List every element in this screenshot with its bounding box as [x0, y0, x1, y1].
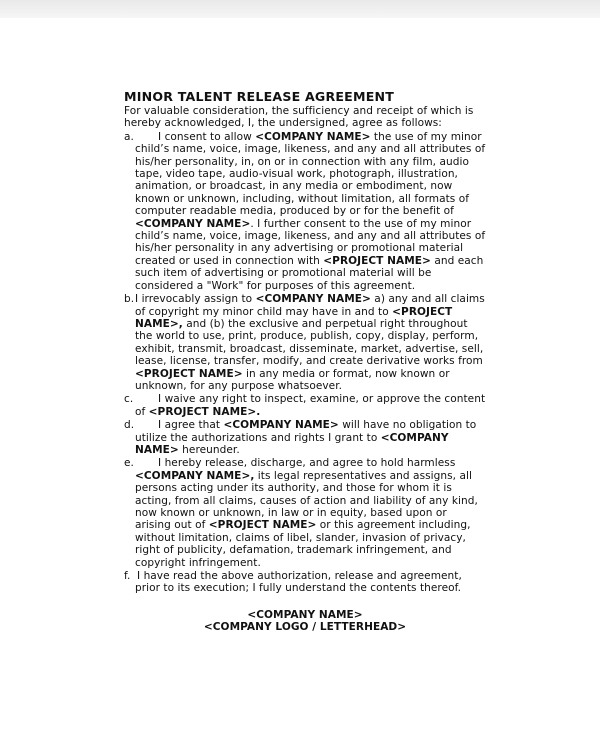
- clause-marker: a.: [124, 130, 134, 143]
- company-placeholder: <COMPANY: [380, 431, 449, 444]
- clause-body: [135, 131, 486, 292]
- clause-marker: c.: [124, 393, 134, 406]
- project-placeholder: <PROJECT NAME>.: [148, 405, 261, 418]
- clause-text: hereunder.: [178, 443, 240, 456]
- clause-text: and each such item of advertising or promotional material will be considered a "Work" for purposes of this agreement.: [135, 254, 484, 292]
- footer-company-name: <COMPANY NAME>: [247, 608, 363, 621]
- clause-text: I have read the above authorization, release and agreement, prior to its execution; I fully understand the contents thereof.: [135, 570, 462, 595]
- clause-text: and (b) the exclusive and perpetual right throughout the world to use, print, produce, publish, copy, display, perform, exhibit, transmit, broadcast, disseminate, market, advertise, sell, lease, license, transfer, modify, and create derivative works from: [135, 317, 484, 368]
- company-placeholder: <COMPANY NAME>: [255, 130, 371, 143]
- company-placeholder: <COMPANY NAME>,: [135, 469, 255, 482]
- clause-marker: f.: [124, 570, 131, 583]
- clause-body: [135, 393, 486, 418]
- clause-c: [124, 393, 486, 418]
- clause-text: I hereby release, discharge, and agree to hold harmless: [158, 457, 456, 470]
- clause-text: will have no obligation to utilize the authorizations and rights I grant to: [135, 419, 477, 444]
- clause-text: or this agreement including, without limitation, claims of libel, slander, invasion of privacy, right of publicity, defamation, trademark infringement, and copyright infringement.: [135, 519, 471, 569]
- project-placeholder: <PROJECT NAME>,: [135, 305, 453, 330]
- project-placeholder: <PROJECT NAME>: [323, 254, 431, 267]
- clause-d: [124, 419, 486, 456]
- clause-text: in any media or format, now known or unknown, for any purpose whatsoever.: [135, 367, 450, 392]
- signature-block: [124, 609, 486, 634]
- clause-a: [124, 131, 486, 292]
- company-placeholder: NAME>: [135, 443, 179, 456]
- intro-paragraph: For valuable consideration, the sufficiency and receipt of which is hereby acknowledged, I, the undersigned, agree as follows:: [124, 105, 474, 130]
- clause-marker: d.: [124, 419, 135, 432]
- clause-text: a) any and all claims of copyright my minor child may have in and to: [135, 293, 485, 318]
- clause-text: I waive any right to inspect, examine, or approve the content of: [135, 393, 486, 418]
- clause-marker: b.: [124, 293, 135, 306]
- project-placeholder: <PROJECT NAME>: [135, 367, 243, 380]
- document-title: MINOR TALENT RELEASE AGREEMENT: [124, 89, 395, 104]
- clause-body: [135, 419, 486, 456]
- clause-text: I agree that: [158, 419, 224, 432]
- clause-text: I consent to allow: [158, 130, 256, 143]
- clause-body: [135, 293, 486, 392]
- clause-text: its legal representatives and assigns, all persons acting under its authority, and those for whom it is acting, from all claims, causes of action and liability of any kind, now known or unknown, in law or in equity, based upon or arising out of: [135, 469, 478, 532]
- top-band: [0, 0, 600, 18]
- clause-e: [124, 457, 486, 569]
- clause-body: [135, 570, 486, 595]
- clause-text: the use of my minor child’s name, voice, image, likeness, and any and all attributes of his/her personality, in, on or in connection with any film, audio tape, video tape, audio-visual work, photograph, illustration, animation, or broadcast, in any media or embodiment, now known or unknown, including, without limitation, all formats of computer readable media, produced by or for the benefit of: [135, 130, 486, 218]
- clause-text: I irrevocably assign to: [135, 293, 256, 306]
- clause-body: [135, 457, 486, 569]
- clause-marker: e.: [124, 457, 134, 470]
- company-placeholder: <COMPANY NAME>: [135, 217, 251, 230]
- project-placeholder: <PROJECT NAME>: [208, 519, 317, 532]
- agreement-content: [124, 89, 486, 634]
- clause-f: [124, 570, 486, 595]
- clause-b: [124, 293, 486, 392]
- clause-text: . I further consent to the use of my minor child’s name, voice, image, likeness, and any and all attributes of his/her personality in any advertising or promotional material created or used in connection with: [135, 217, 486, 267]
- footer-company-logo: <COMPANY LOGO / LETTERHEAD>: [203, 621, 407, 634]
- company-placeholder: <COMPANY NAME>: [255, 293, 371, 306]
- company-placeholder: <COMPANY NAME>: [223, 419, 339, 432]
